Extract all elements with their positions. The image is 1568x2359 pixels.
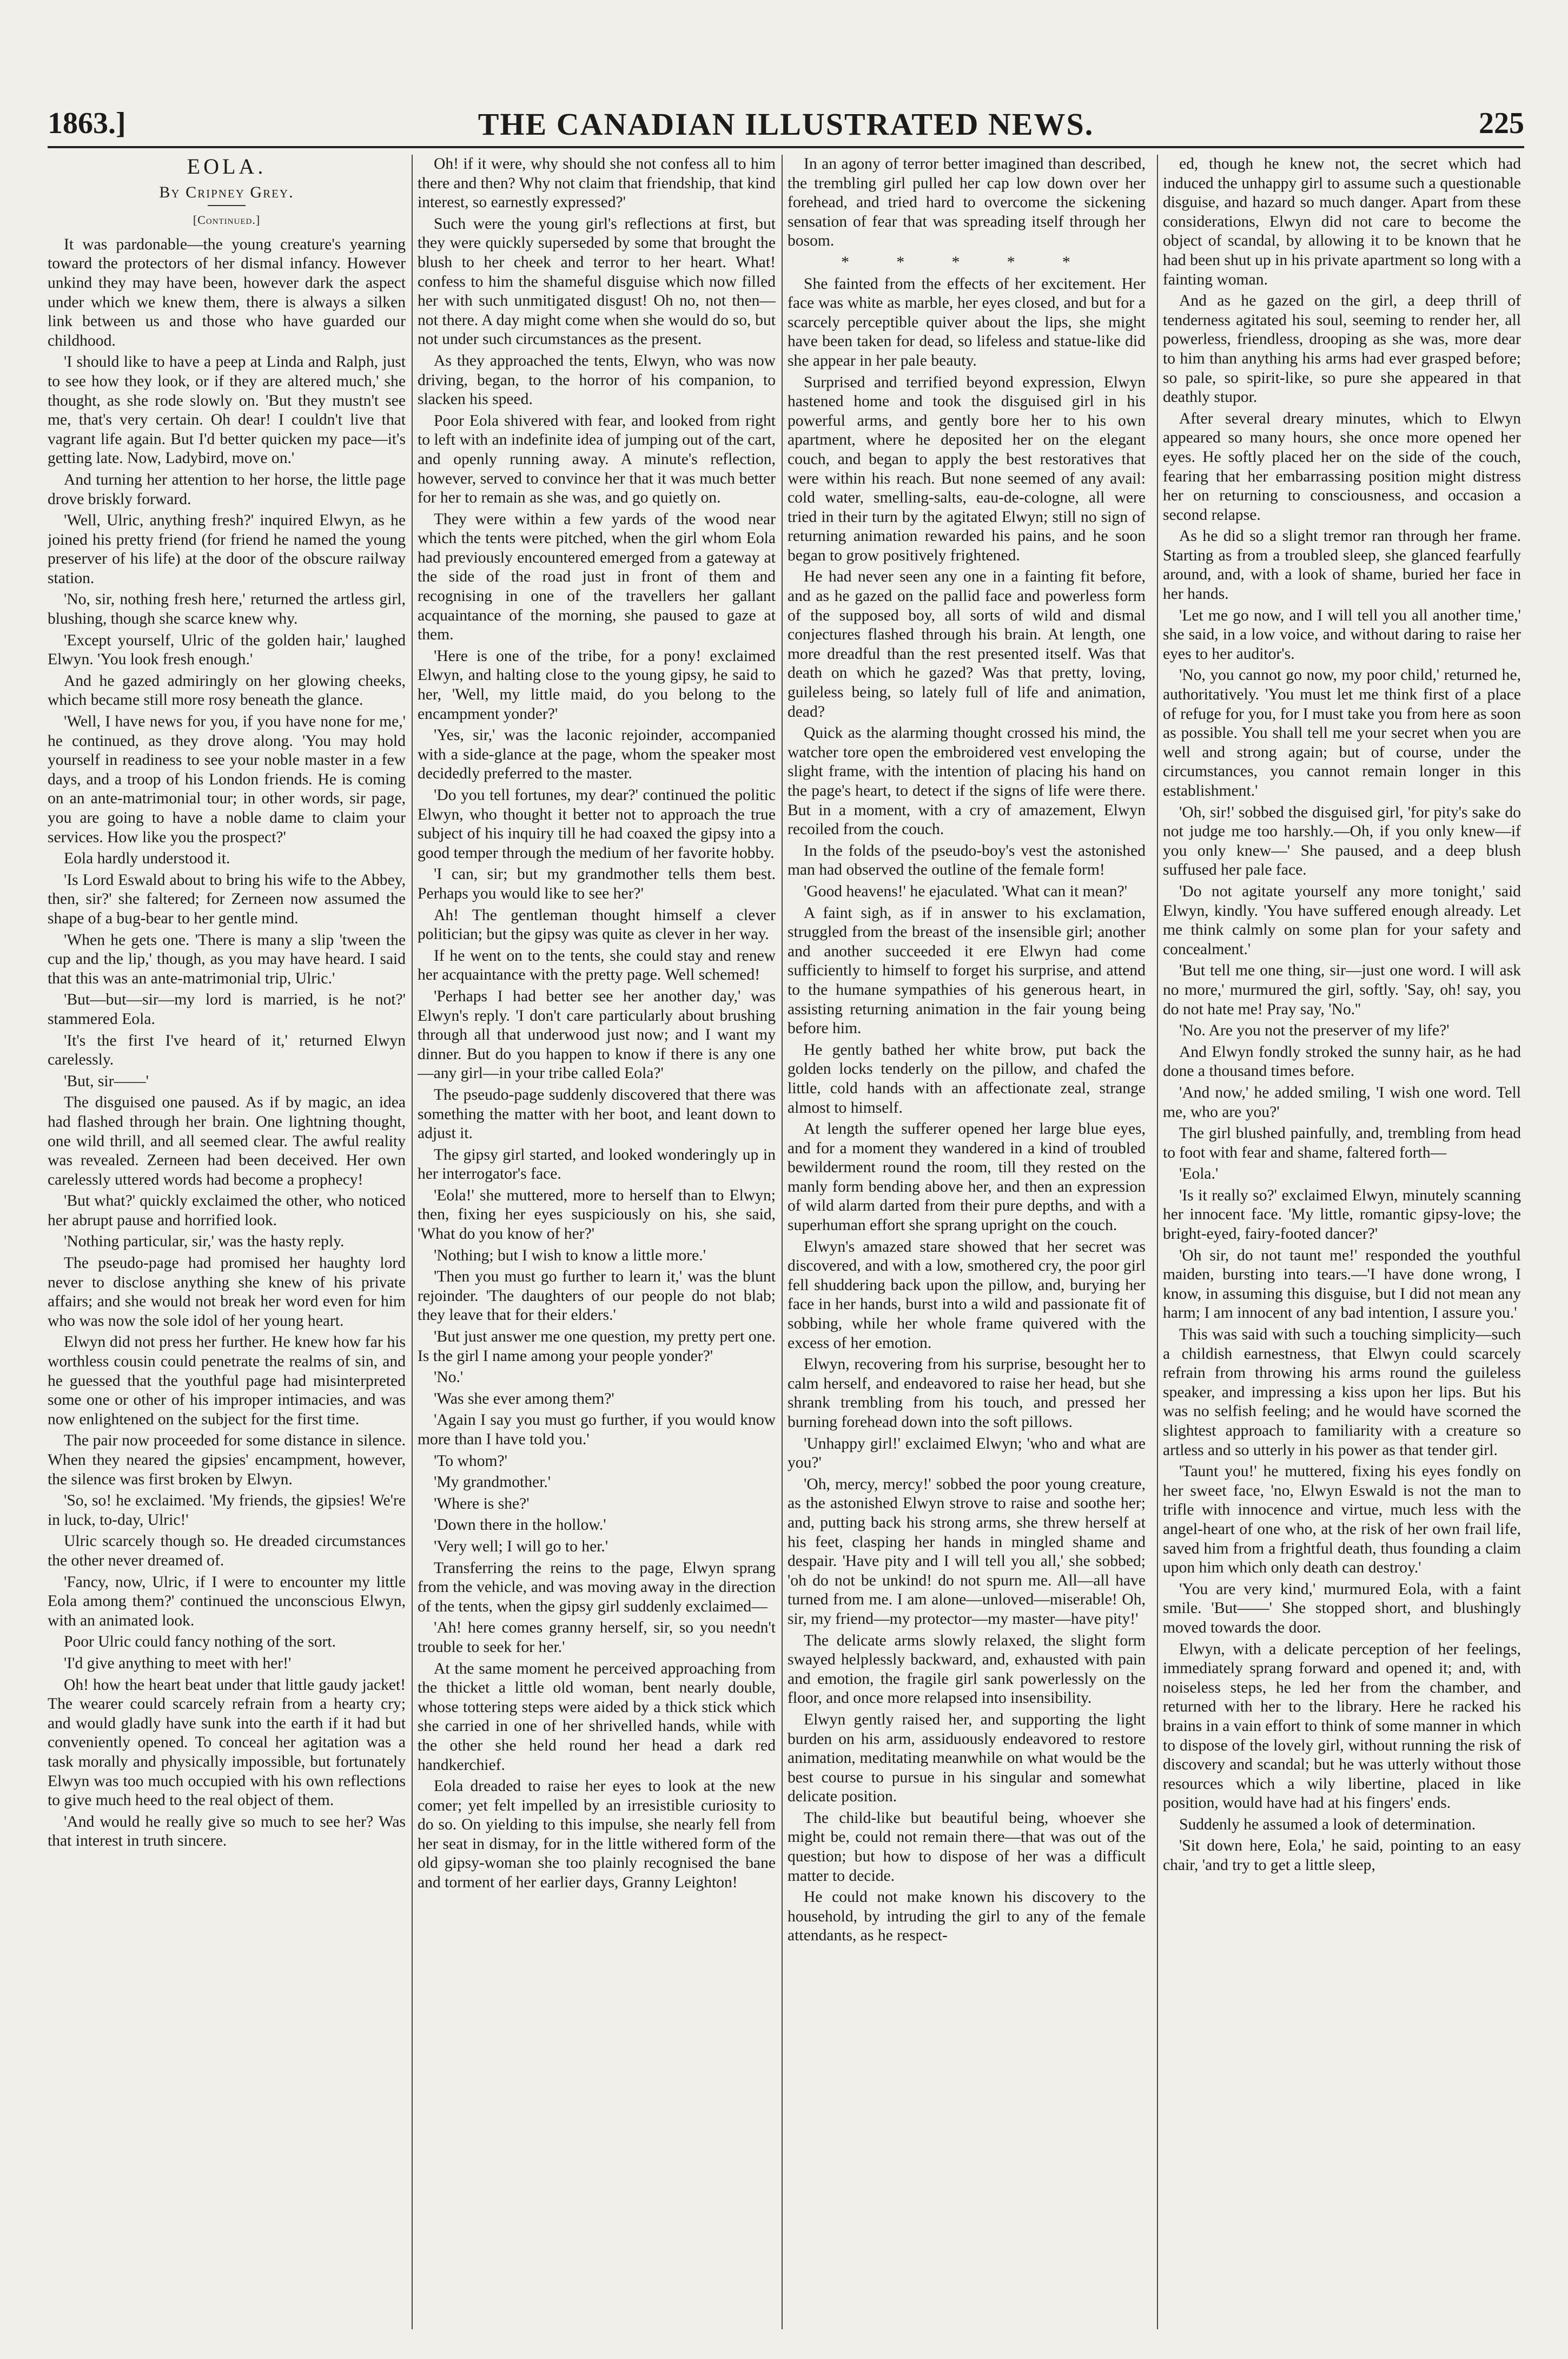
article-paragraph: 'Then you must go further to learn it,' was the blunt rejoinder. 'The daughters of our people do not blab; they leave that for their elders.' xyxy=(418,1268,776,1324)
article-paragraph: * * * * * xyxy=(841,253,1092,271)
article-paragraph: 'I can, sir; but my grandmother tells them best. Perhaps you would like to see her?' xyxy=(418,865,776,902)
article-paragraph: Suddenly he assumed a look of determination. xyxy=(1179,1815,1476,1833)
column-4 xyxy=(1163,155,1521,2329)
article-paragraph: 'Well, I have news for you, if you have none for me,' he continued, as they drove along. 'You may hold yourself in readiness to see your noble master in a few days, and a troop of his London friends. He is coming on an ante-matrimonial tour; in other words, sir page, you are going to have a noble dame to claim your services. How like you the prospect?' xyxy=(48,713,406,846)
article-paragraph: It was pardonable—the young creature's yearning toward the protectors of her dismal infancy. However unkind they may have been, however dark the aspect under which we knew them, there is always a silken link between us and those who have guarded our childhood. xyxy=(48,235,406,349)
article-paragraph: In an agony of terror better imagined than described, the trembling girl pulled her cap low down over her forehead, and tried hard to overcome the sickening sensation of fear that was spreading itself through her bosom. xyxy=(788,155,1146,250)
article-paragraph: 'Here is one of the tribe, for a pony! exclaimed Elwyn, and halting close to the young gipsy, he said to her, 'Well, my little maid, do you belong to the encampment yonder?' xyxy=(418,647,776,723)
article-paragraph: 'My grandmother.' xyxy=(434,1473,551,1491)
article-paragraph: And turning her attention to her horse, the little page drove briskly forward. xyxy=(48,471,406,508)
article-paragraph: Elwyn, recovering from his surprise, besought her to calm herself, and endeavored to raise her head, but she shrank trembling from his touch, and pressed her burning forehead down into the soft pillows. xyxy=(788,1356,1146,1431)
article-paragraph: Such were the young girl's reflections at first, but they were quickly superseded by some that brought the blush to her cheek and terror to her heart. What! confess to him the shameful disguise which now filled her with such unmitigated disgust! Oh no, not then—not there. A day might come when she would do so, but not under such circumstances as the present. xyxy=(418,215,776,348)
article-paragraph: 'Ah! here comes granny herself, sir, so you needn't trouble to seek for her.' xyxy=(418,1619,776,1656)
article-paragraph: At length the sufferer opened her large blue eyes, and for a moment they wandered in a kind of troubled bewilderment round the room, till they rested on the manly form bending above her, and then an expression of wild alarm darted from their pure depths, and with a superhuman effort she sprang upright on the couch. xyxy=(788,1120,1146,1234)
article-paragraph: After several dreary minutes, which to Elwyn appeared so many hours, she once more opened her eyes. He softly placed her on the side of the couch, fearing that her embarrassing position might distress her on returning to consciousness, and occasion a second relapse. xyxy=(1163,409,1521,524)
article-paragraph: 'Eola.' xyxy=(1179,1165,1219,1183)
article-paragraph: 'Except yourself, Ulric of the golden hair,' laughed Elwyn. 'You look fresh enough.' xyxy=(48,631,406,669)
page-number: 225 xyxy=(1479,107,1524,140)
article-paragraph: A faint sigh, as if in answer to his exclamation, struggled from the breast of the insensible girl; another and another succeeded it ere Elwyn had come sufficiently to himself to forget his surprise, and attend to the humane sympathies of his generous heart, in assisting returning animation in the fair young being before him. xyxy=(788,904,1146,1038)
article-paragraph: Elwyn's amazed stare showed that her secret was discovered, and with a low, smothered cry, the poor girl fell shuddering back upon the pillow, and, burying her face in her hands, burst into a wild and passionate fit of sobbing, while her whole frame quivered with the excess of her emotion. xyxy=(788,1238,1146,1352)
article-paragraph: He gently bathed her white brow, put back the golden locks tenderly on the pillow, and chafed the little, cold hands with an affectionate zeal, strange almost to himself. xyxy=(788,1041,1146,1116)
article-paragraph: 'No.' xyxy=(434,1369,464,1386)
article-paragraph: 'Let me go now, and I will tell you all another time,' she said, in a low voice, and without daring to raise her eyes to her auditor's. xyxy=(1163,606,1521,663)
article-paragraph: 'And now,' he added smiling, 'I wish one word. Tell me, who are you?' xyxy=(1163,1083,1521,1121)
article-paragraph: At the same moment he perceived approaching from the thicket a little old woman, bent nearly double, whose tottering steps were aided by a thick stick which she carried in one of her shrivelled hands, while with the other she held round her head a dark red handkerchief. xyxy=(418,1660,776,1774)
header-rule xyxy=(48,146,1524,148)
article-paragraph: 'I'd give anything to meet with her!' xyxy=(64,1654,292,1672)
continued-note: [Continued.] xyxy=(193,213,261,227)
article-paragraph: 'Was she ever among them?' xyxy=(434,1390,614,1408)
article-paragraph: The pseudo-page suddenly discovered that there was something the matter with her boot, and leant down to adjust it. xyxy=(418,1086,776,1142)
article-paragraph: 'But, sir——' xyxy=(64,1072,149,1090)
article-paragraph: Surprised and terrified beyond expression, Elwyn hastened home and took the disguised girl in his powerful arms, and gently bore her to his own apartment, where he deposited her on the elegant couch, and began to apply the best restoratives that were within his reach. But none seemed of any avail: cold water, smelling-salts, eau-de-cologne, all were tried in their turn by the agitated Elwyn; still no sign of returning animation rewarded his pains, and he soon began to grow positively frightened. xyxy=(788,373,1146,564)
article-paragraph: 'Down there in the hollow.' xyxy=(434,1516,606,1534)
article-paragraph: As they approached the tents, Elwyn, who was now driving, began, to the horror of his companion, to slacken his speed. xyxy=(418,352,776,408)
article-paragraph: Elwyn gently raised her, and supporting the light burden on his arm, assiduously endeavored to restore animation, meditating meanwhile on what would be the best course to pursue in his singular and somewhat delicate position. xyxy=(788,1710,1146,1806)
article-paragraph: 'Yes, sir,' was the laconic rejoinder, accompanied with a side-glance at the page, whom the speaker most decidedly preferred to the master. xyxy=(418,726,776,783)
article-paragraph: 'But what?' quickly exclaimed the other, who noticed her abrupt pause and horrified look. xyxy=(48,1192,406,1229)
article-paragraph: The girl blushed painfully, and, trembling from head to foot with fear and shame, faltered forth— xyxy=(1163,1125,1521,1161)
article-paragraph: 'And would he really give so much to see her? Was that interest in truth sincere. xyxy=(48,1813,406,1850)
article-paragraph: Elwyn, with a delicate perception of her feelings, immediately sprang forward and opened it; and, with noiseless steps, he led her from the chamber, and returned with her to the library. Here he racked his brains in a vain effort to think of some manner in which to dispose of the lovely girl, without running the risk of discovery and scandal; but he was utterly without those resources which a wily libertine, placed in like position, would have had at his fingers' ends. xyxy=(1163,1640,1521,1812)
article-paragraph: 'Nothing particular, sir,' was the hasty reply. xyxy=(64,1233,345,1251)
article-paragraph: Oh! if it were, why should she not confess all to him there and then? Why not claim that friendship, that kind interest, so earnestly expressed?' xyxy=(418,155,776,212)
article-paragraph: 'Where is she?' xyxy=(434,1495,530,1512)
article-paragraph: 'Oh, sir!' sobbed the disguised girl, 'for pity's sake do not judge me too harshly.—Oh, if you only knew—if you only knew—' She paused, and a deep blush suffused her pale face. xyxy=(1163,803,1521,879)
article-paragraph: 'You are very kind,' murmured Eola, with a faint smile. 'But——' She stopped short, and blushingly moved towards the door. xyxy=(1163,1580,1521,1636)
article-paragraph: 'But tell me one thing, sir—just one word. I will ask no more,' murmured the girl, softly. 'Say, oh! say, you do not hate me! Pray say, 'No.'' xyxy=(1163,962,1521,1018)
article-paragraph: 'No, you cannot go now, my poor child,' returned he, authoritatively. 'You must let me think first of a place of refuge for you, for I must take you from here as soon as possible. You shall tell me your secret when you are well and strong again; but of course, under the circumstances, you cannot remain longer in this establishment.' xyxy=(1163,666,1521,799)
article-paragraph: 'Fancy, now, Ulric, if I were to encounter my little Eola among them?' continued the unconscious Elwyn, with an animated look. xyxy=(48,1573,406,1629)
article-paragraph: Transferring the reins to the page, Elwyn sprang from the vehicle, and was moving away in the direction of the tents, when the gipsy girl suddenly exclaimed— xyxy=(418,1559,776,1615)
article-paragraph: She fainted from the effects of her excitement. Her face was white as marble, her eyes closed, and but for a scarcely perceptible quiver about the lips, she might have been taken for dead, so lifeless and statue-like did she appear in her pale beauty. xyxy=(788,275,1146,369)
article-paragraph: 'Sit down here, Eola,' he said, pointing to an easy chair, 'and try to get a little sleep, xyxy=(1163,1837,1521,1874)
article-paragraph: 'No, sir, nothing fresh here,' returned the artless girl, blushing, though she scarce knew why. xyxy=(48,591,406,628)
article-paragraph: 'Perhaps I had better see her another day,' was Elwyn's reply. 'I don't care particularly about brushing through all that underwood just now; and I want my dinner. But do you happen to know if there is any one—any girl—in your tribe called Eola?' xyxy=(418,987,776,1082)
article-paragraph: The child-like but beautiful being, whoever she might be, could not remain there—that was out of the question; but how to dispose of her was a difficult matter to decide. xyxy=(788,1809,1146,1885)
masthead xyxy=(48,106,1524,144)
article-paragraph: 'Oh, mercy, mercy!' sobbed the poor young creature, as the astonished Elwyn strove to raise and soothe her; and, putting back his strong arms, she threw herself at his feet, clasping her hands in mingled shame and despair. 'Have pity and I will tell you all,' she sobbed; 'oh do not be unkind! do not spurn me. All—all have turned from me. I am alone—unloved—miserable! Oh, sir, my friend—my protector—my master—have pity!' xyxy=(788,1475,1146,1628)
article-paragraph: ed, though he knew not, the secret which had induced the unhappy girl to assume such a questionable disguise, and hazard so much danger. Apart from these considerations, Elwyn did not care to become the object of scandal, by allowing it to be known that he had been shut up in his private apartment so long with a fainting woman. xyxy=(1163,155,1521,288)
column-1 xyxy=(48,155,406,2329)
article-paragraph: Ulric scarcely though so. He dreaded circumstances the other never dreamed of. xyxy=(48,1532,406,1569)
article-paragraph: 'Is Lord Eswald about to bring his wife to the Abbey, then, sir?' she faltered; for Zerneen now assumed the shape of a bug-bear to her gentle mind. xyxy=(48,871,406,927)
column-divider xyxy=(412,155,413,2329)
byline-rule xyxy=(208,205,246,206)
article-paragraph: And as he gazed on the girl, a deep thrill of tenderness agitated his soul, seeming to render her, all powerless, friendless, drooping as she was, more dear to him than anything his arms had ever grasped before; so pale, so spirit-like, so pure she appeared in that deathly stupor. xyxy=(1163,292,1521,406)
article-paragraph: As he did so a slight tremor ran through her frame. Starting as from a troubled sleep, she glanced fearfully around, and, with a look of shame, buried her face in her hands. xyxy=(1163,527,1521,603)
article-paragraph: 'So, so! he exclaimed. 'My friends, the gipsies! We're in luck, to-day, Ulric!' xyxy=(48,1492,406,1529)
article-paragraph: If he went on to the tents, she could stay and renew her acquaintance with the pretty page. Well schemed! xyxy=(418,947,776,984)
article-paragraph: Quick as the alarming thought crossed his mind, the watcher tore open the embroidered vest enveloping the slight frame, with the intention of placing his hand on the page's heart, to detect if the signs of life were there. But in a moment, with a cry of amazement, Elwyn recoiled from the couch. xyxy=(788,724,1146,838)
newspaper-title: THE CANADIAN ILLUSTRATED NEWS. xyxy=(478,107,1094,142)
article-paragraph: The disguised one paused. As if by magic, an idea had flashed through her brain. One lightning thought, one wild thrill, and all seemed clear. The awful reality was revealed. Zerneen had been deceived. Her own carelessly uttered words had become a prophecy! xyxy=(48,1094,406,1188)
article-paragraph: He had never seen any one in a fainting fit before, and as he gazed on the pallid face and powerless form of the supposed boy, all sorts of wild and dismal conjectures flashed through his brain. At length, one more dreadful than the rest presented itself. Was that death on which he gazed? Was that pretty, loving, guileless being, so lately full of life and animation, dead? xyxy=(788,568,1146,721)
article-paragraph: He could not make known his discovery to the household, by intruding the girl to any of the female attendants, as he respect- xyxy=(788,1888,1146,1945)
article-paragraph: 'Do not agitate yourself any more tonight,' said Elwyn, kindly. 'You have suffered enough already. Let me think calmly on some plan for your safety and concealment.' xyxy=(1163,882,1521,958)
article-paragraph: 'Is it really so?' exclaimed Elwyn, minutely scanning her innocent face. 'My little, romantic gipsy-love; the bright-eyed, fairy-footed dancer?' xyxy=(1163,1186,1521,1243)
article-paragraph: This was said with such a touching simplicity—such a childish earnestness, that Elwyn could scarcely refrain from throwing his arms round the guileless speaker, and impressing a kiss upon her lips. But his was no selfish feeling; and he would have scorned the slightest approach to familiarity with a creature so artless and so utterly in his power as that tender girl. xyxy=(1163,1326,1521,1459)
article-paragraph: 'No. Are you not the preserver of my life?' xyxy=(1179,1022,1450,1040)
article-paragraph: Eola dreaded to raise her eyes to look at the new comer; yet felt impelled by an irresistible curiosity to do so. On yielding to this impulse, she nearly fell from her seat in dismay, for in the little withered form of the old gipsy-woman she too plainly recognised the bane and torment of her earlier days, Granny Leighton! xyxy=(418,1777,776,1892)
article-paragraph: The delicate arms slowly relaxed, the slight form swayed helplessly backward, and, exhausted with pain and emotion, the fragile girl sank powerlessly on the floor, and once more relapsed into insensibility. xyxy=(788,1631,1146,1707)
article-paragraph: 'Oh sir, do not taunt me!' responded the youthful maiden, bursting into tears.—'I have done wrong, I know, in assuming this disguise, but I did not mean any harm; I am innocent of any bad intention, I assure you.' xyxy=(1163,1246,1521,1322)
article-paragraph: 'To whom?' xyxy=(434,1452,507,1470)
article-paragraph: The gipsy girl started, and looked wonderingly up in her interrogator's face. xyxy=(418,1146,776,1183)
article-paragraph: 'Very well; I will go to her.' xyxy=(434,1537,608,1555)
article-title: EOLA. xyxy=(187,155,267,179)
article-paragraph: In the folds of the pseudo-boy's vest the astonished man had observed the outline of the female form! xyxy=(788,842,1146,879)
column-2 xyxy=(418,155,776,2329)
article-paragraph: 'Nothing; but I wish to know a little more.' xyxy=(434,1246,706,1264)
article-paragraph: And he gazed admiringly on her glowing cheeks, which became still more rosy beneath the glance. xyxy=(48,672,406,709)
issue-date: 1863.] xyxy=(48,107,126,140)
column-divider xyxy=(782,155,783,2329)
article-paragraph: Poor Ulric could fancy nothing of the sort. xyxy=(64,1633,336,1651)
article-paragraph: 'Good heavens!' he ejaculated. 'What can it mean?' xyxy=(804,882,1128,900)
article-paragraph: 'It's the first I've heard of it,' returned Elwyn carelessly. xyxy=(48,1032,406,1069)
article-paragraph: The pseudo-page had promised her haughty lord never to disclose anything she knew of his private affairs; and she would not break her word even for him who was now the sole idol of her young heart. xyxy=(48,1254,406,1330)
article-paragraph: 'But—but—sir—my lord is married, is he not?' stammered Eola. xyxy=(48,991,406,1028)
article-paragraph: 'Well, Ulric, anything fresh?' inquired Elwyn, as he joined his pretty friend (for friend he named the young preserver of his life) at the door of the obscure railway station. xyxy=(48,512,406,587)
article-paragraph: 'Taunt you!' he muttered, fixing his eyes fondly on her sweet face, 'no, Elwyn Eswald is not the man to trifle with innocence and virtue, much less with the angel-heart of one who, at the risk of her own frail life, saved him from a frightful death, thus founding a claim upon him which only death can destroy.' xyxy=(1163,1463,1521,1577)
article-paragraph: 'Unhappy girl!' exclaimed Elwyn; 'who and what are you?' xyxy=(788,1435,1146,1472)
article-paragraph: And Elwyn fondly stroked the sunny hair, as he had done a thousand times before. xyxy=(1163,1043,1521,1080)
article-paragraph: 'Again I say you must go further, if you would know more than I have told you.' xyxy=(418,1411,776,1448)
article-paragraph: The pair now proceeded for some distance in silence. When they neared the gipsies' encampment, however, the silence was first broken by Elwyn. xyxy=(48,1432,406,1488)
article-paragraph: Ah! The gentleman thought himself a clever politician; but the gipsy was quite as clever in her way. xyxy=(418,906,776,943)
article-paragraph: 'But just answer me one question, my pretty pert one. Is the girl I name among your people yonder?' xyxy=(418,1328,776,1365)
article-paragraph: Oh! how the heart beat under that little gaudy jacket! The wearer could scarcely refrain from a hearty cry; and would gladly have sunk into the earth if it had but conveniently opened. To conceal her agitation was a task morally and physically impossible, but fortunately Elwyn was too much occupied with his own reflections to give much heed to the real object of them. xyxy=(48,1676,406,1809)
article-paragraph: They were within a few yards of the wood near which the tents were pitched, when the girl whom Eola had previously encountered emerged from a gateway at the side of the road just in front of them and recognising in one of the travellers her gallant acquaintance of the morning, she paused to gaze at them. xyxy=(418,510,776,644)
article-paragraph: Elwyn did not press her further. He knew how far his worthless cousin could penetrate the realms of sin, and he guessed that the youthful page had misinterpreted some one or other of his improper intimacies, and was now enlightened on the subject for the first time. xyxy=(48,1333,406,1428)
article-paragraph: 'Do you tell fortunes, my dear?' continued the politic Elwyn, who thought it better not to approach the true subject of his inquiry till he had coaxed the gipsy into a good temper through the medium of her favorite hobby. xyxy=(418,787,776,862)
article-paragraph: Eola hardly understood it. xyxy=(64,850,230,868)
article-paragraph: 'Eola!' she muttered, more to herself than to Elwyn; then, fixing her eyes suspiciously on his, she said, 'What do you know of her?' xyxy=(418,1186,776,1243)
column-divider xyxy=(1157,155,1158,2329)
article-paragraph: Poor Eola shivered with fear, and looked from right to left with an indefinite idea of jumping out of the cart, and openly running away. A minute's reflection, however, served to convince her that it was much better for her to remain as she was, and go quietly on. xyxy=(418,412,776,507)
article-paragraph: 'When he gets one. 'There is many a slip 'tween the cup and the lip,' though, as you may have heard. I said that this was an ante-matrimonial trip, Ulric.' xyxy=(48,931,406,987)
article-byline: By Cripney Grey. xyxy=(159,183,294,201)
column-3 xyxy=(788,155,1146,2329)
article-paragraph: 'I should like to have a peep at Linda and Ralph, just to see how they look, or if they are altered much,' she thought, as she rode slowly on. 'But they mustn't see me, that's very certain. Oh dear! I couldn't live that vagrant life again. But I'd better quicken my pace—it's getting late. Now, Ladybird, move on.' xyxy=(48,353,406,467)
